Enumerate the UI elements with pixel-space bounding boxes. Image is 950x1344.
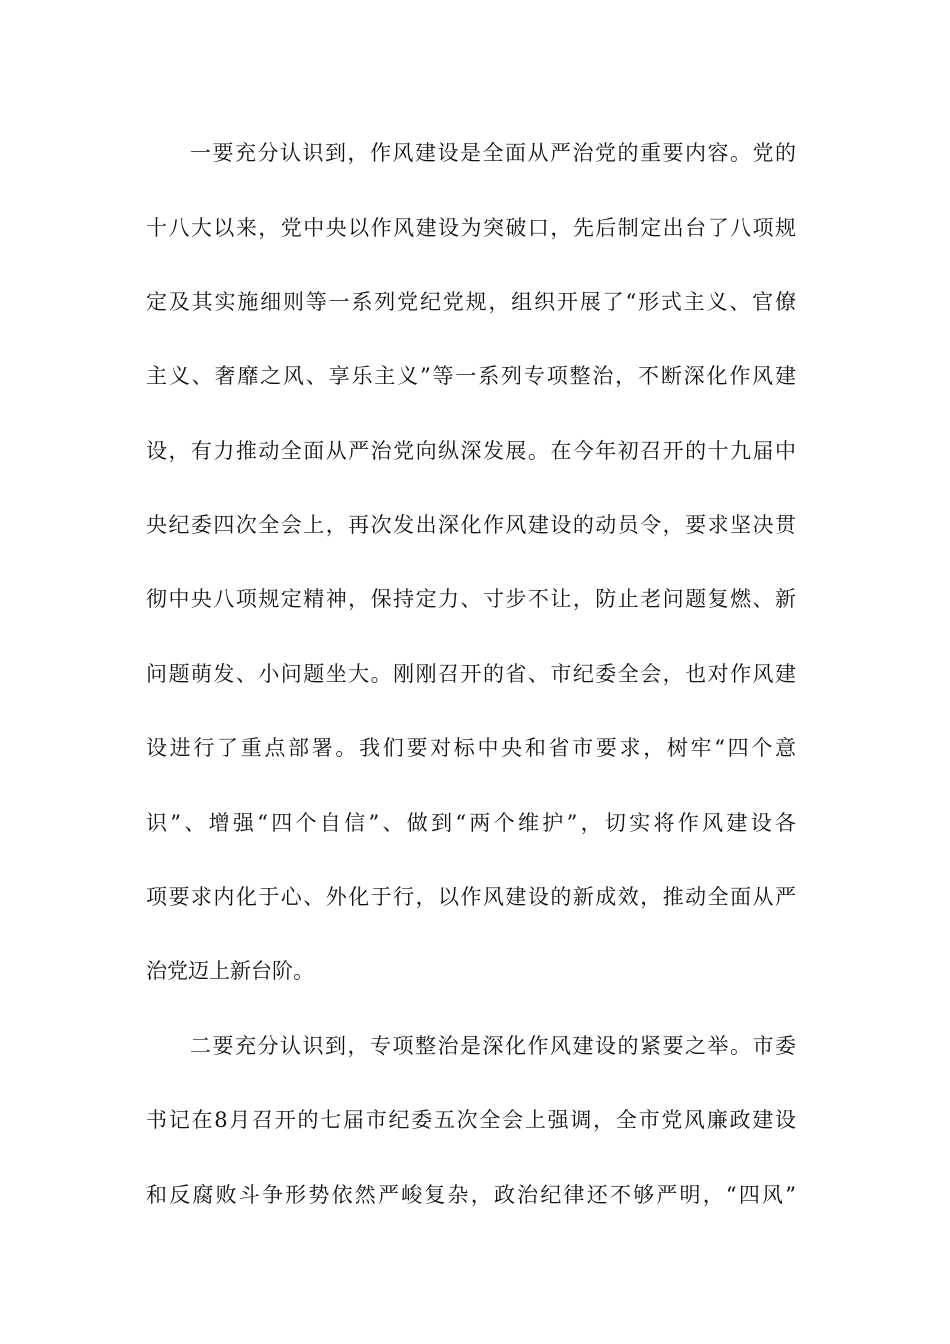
paragraph-1-line-6: 央纪委四次全会上，再次发出深化作风建设的动员令，要求坚决贯 — [146, 513, 796, 537]
paragraph-2-line-2: 书记在8月召开的七届市纪委五次全会上强调，全市党风廉政建设 — [146, 1108, 796, 1132]
paragraph-2-line-1: 二要充分认识到，专项整治是深化作风建设的紧要之举。市委 — [190, 1034, 796, 1058]
paragraph-1-line-8: 问题萌发、小问题坐大。刚刚召开的省、市纪委全会，也对作风建 — [146, 662, 796, 686]
paragraph-1-line-5: 设，有力推动全面从严治党向纵深发展。在今年初召开的十九届中 — [146, 439, 796, 463]
paragraph-1-line-12: 治党迈上新台阶。 — [146, 959, 314, 983]
paragraph-1-line-11: 项要求内化于心、外化于行，以作风建设的新成效，推动全面从严 — [146, 885, 796, 909]
paragraph-1-line-7: 彻中央八项规定精神，保持定力、寸步不让，防止老问题复燃、新 — [146, 587, 796, 611]
paragraph-1-line-1: 一要充分认识到，作风建设是全面从严治党的重要内容。党的 — [190, 141, 796, 165]
paragraph-2-line-3: 和反腐败斗争形势依然严峻复杂，政治纪律还不够严明，“四风” — [146, 1183, 796, 1207]
paragraph-1-line-4: 主义、奢靡之风、享乐主义”等一系列专项整治，不断深化作风建 — [146, 364, 796, 388]
paragraph-1-line-10: 识”、增强“四个自信”、做到“两个维护”，切实将作风建设各 — [146, 811, 796, 835]
paragraph-1-line-9: 设进行了重点部署。我们要对标中央和省市要求，树牢“四个意 — [146, 736, 796, 760]
paragraph-1-line-3: 定及其实施细则等一系列党纪党规，组织开展了“形式主义、官僚 — [146, 290, 796, 314]
paragraph-1-line-2: 十八大以来，党中央以作风建设为突破口，先后制定出台了八项规 — [146, 216, 796, 240]
